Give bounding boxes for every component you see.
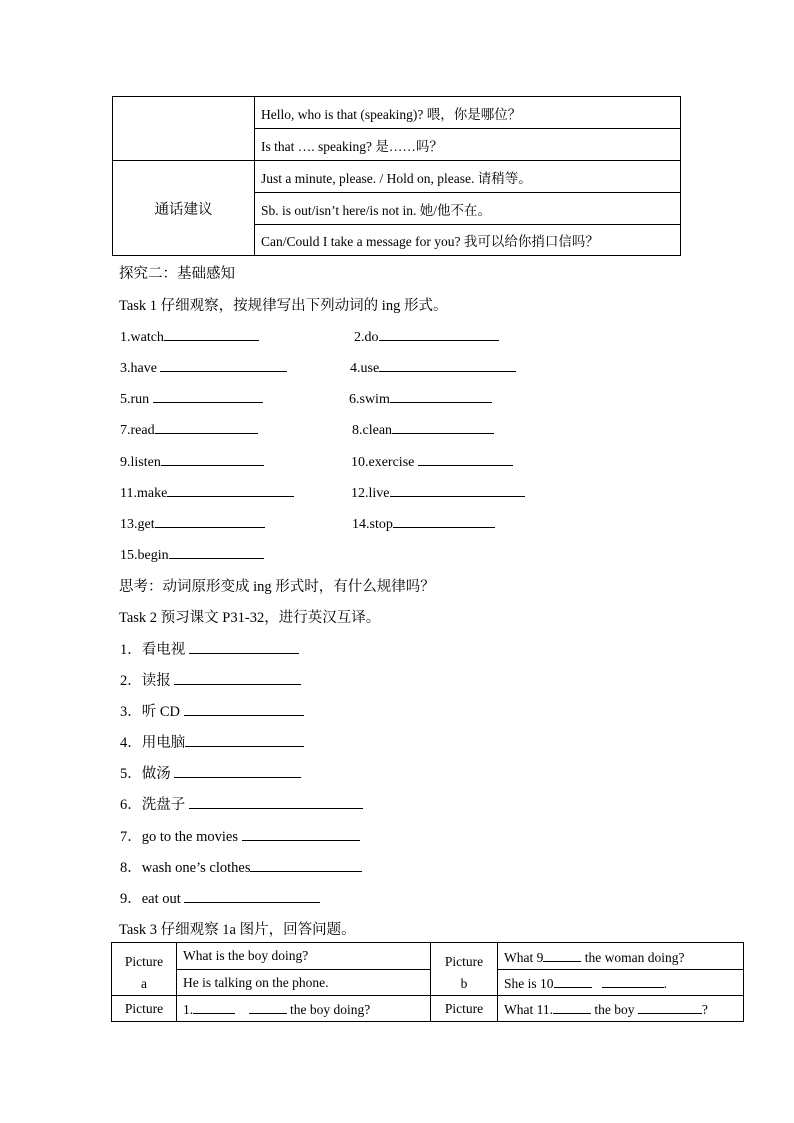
task2-item: 4．用电脑 [120,731,304,752]
picture-b-answer: She is 10 . [498,970,744,996]
task2-item: 3．听 CD [120,700,304,721]
task2-title: Task 2 预习课文 P31-32，进行英汉互译。 [119,610,381,626]
task1-item: 6.swim [349,388,492,408]
task2-item: 5．做汤 [120,762,301,783]
answer-blank[interactable] [155,513,265,528]
task2-item: 8．wash one’s clothes [120,856,362,877]
task1-item: 1.watch [120,326,259,346]
answer-blank[interactable] [184,701,304,716]
picture-b-label: Picture b [431,943,498,996]
table-empty-cell [113,97,255,161]
task1-item: 14.stop [352,513,495,533]
answer-blank[interactable] [153,388,263,403]
section-title: 探究二：基础感知 [119,266,235,282]
answer-blank[interactable] [392,419,494,434]
task2-item: 2．读报 [120,669,301,690]
answer-blank[interactable] [379,326,499,341]
answer-blank[interactable] [169,544,264,559]
answer-blank[interactable] [553,999,591,1014]
picture-d-label: Picture [431,996,498,1022]
phrase-row: Just a minute, please. / Hold on, please. 请稍等。 [255,161,681,193]
answer-blank[interactable] [418,451,513,466]
answer-blank[interactable] [390,388,492,403]
answer-blank[interactable] [390,482,525,497]
picture-a-label: Picture a [112,943,177,996]
phrase-row: Is that …. speaking? 是……吗？ [255,129,681,161]
suggestion-label: 通话建议 [113,161,255,256]
answer-blank[interactable] [155,419,258,434]
phone-phrases-table [112,96,681,256]
task1-item: 10.exercise [351,451,513,471]
task1-title: Task 1 仔细观察，按规律写出下列动词的 ing 形式。 [119,298,448,314]
task1-item: 9.listen [120,451,264,471]
answer-blank[interactable] [543,947,581,962]
phrase-row: Sb. is out/isn’t here/is not in. 她/他不在。 [255,193,681,225]
task1-item: 12.live [351,482,525,502]
answer-blank[interactable] [185,732,304,747]
task1-item: 13.get [120,513,265,533]
answer-blank[interactable] [393,513,495,528]
answer-blank[interactable] [189,639,299,654]
answer-blank[interactable] [554,973,592,988]
answer-blank[interactable] [160,357,287,372]
task2-item: 1．看电视 [120,638,299,659]
answer-blank[interactable] [184,888,320,903]
answer-blank[interactable] [379,357,516,372]
phrase-row: Can/Could I take a message for you? 我可以给你捎口信吗？ [255,225,681,256]
picture-c-label: Picture [112,996,177,1022]
picture-d-question: What 11. the boy ? [498,996,744,1022]
task2-item: 9．eat out [120,887,320,908]
picture-b-question: What 9 the woman doing? [498,943,744,970]
answer-blank[interactable] [189,794,363,809]
task1-item: 11.make [120,482,294,502]
task1-item: 4.use [350,357,516,377]
task1-item: 3.have [120,357,287,377]
answer-blank[interactable] [167,482,294,497]
answer-blank[interactable] [242,826,360,841]
task1-item: 7.read [120,419,258,439]
think-question: 思考：动词原形变成 ing 形式时，有什么规律吗？ [119,579,435,595]
answer-blank[interactable] [174,763,301,778]
task1-item: 15.begin [120,544,264,564]
task1-item: 2.do [354,326,499,346]
task1-item: 5.run [120,388,263,408]
picture-a-answer: He is talking on the phone. [177,970,431,996]
answer-blank[interactable] [161,451,264,466]
answer-blank[interactable] [602,973,664,988]
task3-table [111,942,744,1022]
task2-item: 6．洗盘子 [120,793,363,814]
answer-blank[interactable] [250,857,362,872]
picture-c-question: 1. the boy doing? [177,996,431,1022]
answer-blank[interactable] [249,999,287,1014]
task2-item: 7．go to the movies [120,825,360,846]
task3-title: Task 3 仔细观察 1a 图片，回答问题。 [119,922,356,938]
answer-blank[interactable] [193,999,235,1014]
phrase-row: Hello, who is that (speaking)? 喂，你是哪位？ [255,97,681,129]
answer-blank[interactable] [164,326,259,341]
answer-blank[interactable] [638,999,702,1014]
task1-item: 8.clean [352,419,494,439]
picture-a-question: What is the boy doing? [177,943,431,970]
answer-blank[interactable] [174,670,301,685]
